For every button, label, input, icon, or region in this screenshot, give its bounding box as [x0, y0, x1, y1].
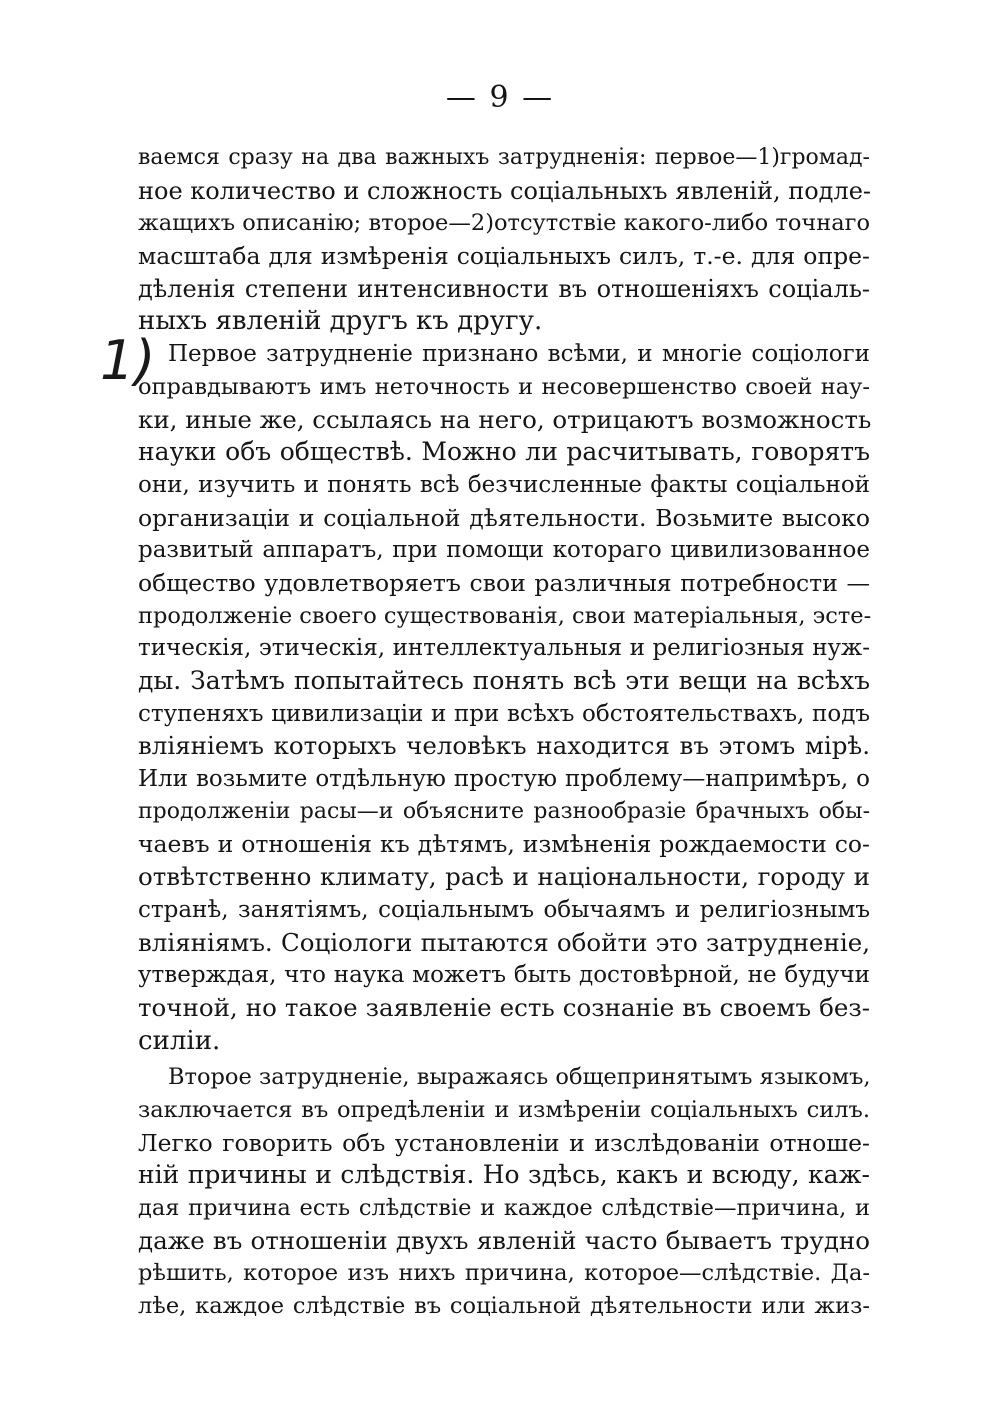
text-line: вліяніемъ которыхъ человѣкъ находится въ этомъ мірѣ. [138, 731, 870, 761]
page-number: — 9 — [445, 80, 555, 115]
text-line: они, изучить и понять всѣ безчисленные факты соціальной [138, 471, 870, 498]
text-line: ки, иные же, ссылаясь на него, отрицаютъ возможность [138, 404, 872, 434]
text-line: ступеняхъ цивилизаціи и при всѣхъ обстоятельствахъ, подъ [138, 700, 870, 727]
text-line: силіи. [138, 1025, 221, 1056]
text-line: даже въ отношеніи двухъ явленій часто бываетъ трудно [138, 1225, 870, 1255]
text-line: точной, но такое заявленіе есть сознаніе въ своемъ без- [138, 992, 870, 1022]
text-line: масштаба для измѣренія соціальныхъ силъ, т.-е. для опре- [138, 242, 870, 271]
text-line: странѣ, занятіямъ, соціальнымъ обычаямъ и религіознымъ [138, 896, 870, 923]
text-line: заключается въ опредѣленіи и измѣреніи соціальныхъ силъ. [138, 1096, 870, 1123]
text-line: Легко говорить объ установленіи и изслѣдованіи отноше- [138, 1128, 870, 1157]
text-line: продолженіи расы—и объясните разнообразіе брачныхъ обы- [138, 798, 870, 824]
text-line: организаціи и соціальной дѣятельности. Возьмите высоко [138, 503, 870, 532]
text-line: ныхъ явленій другъ къ другу. [138, 306, 543, 337]
text-line: Второе затрудненіе, выражаясь общепринятымъ языкомъ, [168, 1064, 871, 1091]
text-line: тическія, этическія, интеллектуальныя и религіозныя нуж- [138, 635, 870, 662]
text-line: утверждая, что наука можетъ быть достовѣрной, не будучи [138, 962, 870, 989]
text-line: чаевъ и отношенія къ дѣтямъ, измѣненія рождаемости со- [138, 830, 870, 859]
text-line: дѣленія степени интенсивности въ отношеніяхъ соціаль- [138, 274, 870, 303]
text-line: продолженіе своего существованія, свои матеріальныя, эсте- [138, 602, 872, 629]
text-line: ваемся сразу на два важныхъ затрудненія: первое—1)громад- [138, 145, 870, 170]
text-line: науки объ обществѣ. Можно ли расчитывать, говорятъ [138, 437, 870, 467]
text-line: жащихъ описанію; второе—2)отсутствіе какого-либо точнаго [138, 210, 870, 237]
handwritten-margin-note: 1) [100, 329, 156, 392]
text-line: лѣе, каждое слѣдствіе въ соціальной дѣятельности или жиз- [138, 1293, 870, 1320]
text-line: оправдываютъ имъ неточность и несовершенство своей нау- [138, 373, 870, 400]
paragraph [138, 1061, 870, 1323]
text-line: ное количество и сложность соціальныхъ явленій, подле- [138, 176, 872, 205]
text-line: дая причина есть слѣдствіе и каждое слѣдствіе—причина, и [138, 1195, 870, 1221]
text-line: развитый аппаратъ, при помощи котораго цивилизованное [138, 537, 870, 564]
paragraph [138, 338, 870, 1057]
text-line: общество удовлетворяетъ свои различныя потребности — [138, 568, 870, 597]
text-line: Или возьмите отдѣльную простую проблему—напримѣръ, о [138, 766, 870, 793]
text-line: Первое затрудненіе признано всѣми, и многіе соціологи [168, 341, 870, 368]
text-line: ды. Затѣмъ попытайтесь понять всѣ эти вещи на всѣхъ [138, 666, 870, 695]
body-text [138, 142, 870, 1323]
text-line: вліяніямъ. Соціологи пытаются обойти это затрудненіе, [138, 927, 870, 957]
text-line: рѣшить, которое изъ нихъ причина, которое—слѣдствіе. Да- [138, 1260, 870, 1287]
paragraph [138, 142, 870, 338]
text-line: ній причины и слѣдствія. Но здѣсь, какъ и всюду, каж- [138, 1160, 870, 1190]
text-line: отвѣтственно климату, расѣ и національности, городу и [138, 862, 870, 892]
